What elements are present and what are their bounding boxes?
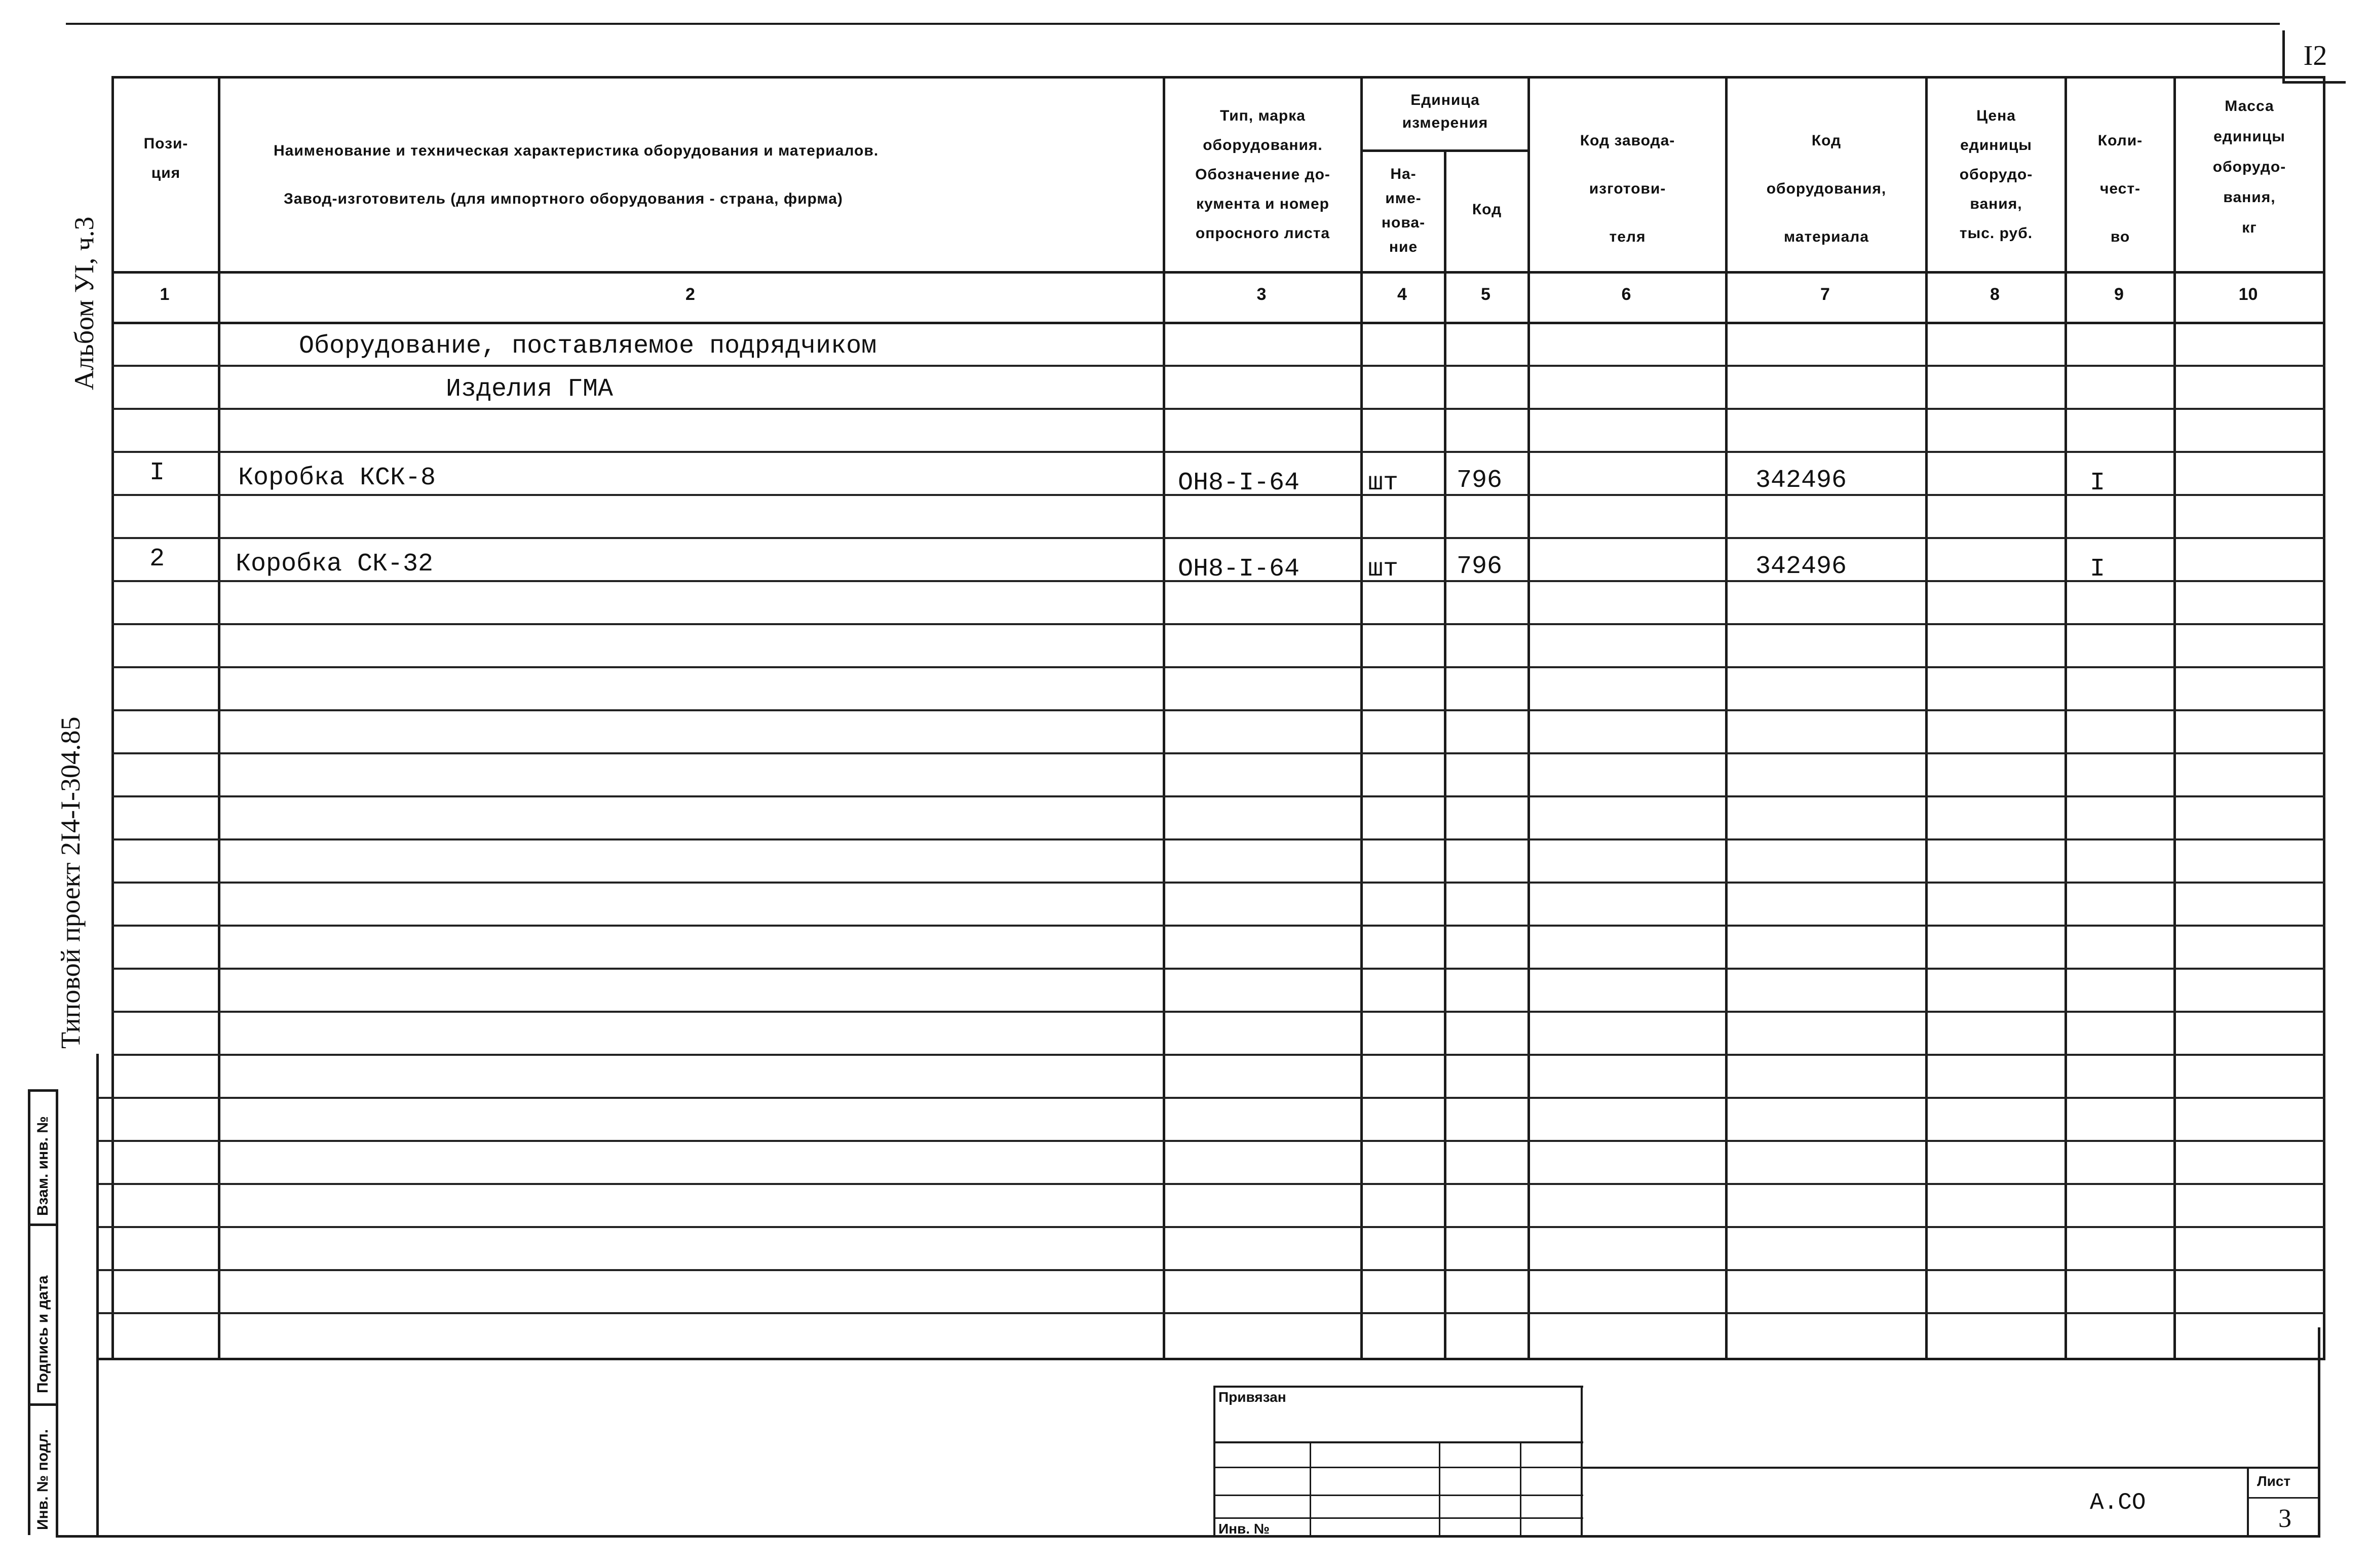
- subsection-title: Изделия ГМА: [446, 375, 614, 404]
- row-equip-code: 342496: [1755, 466, 1847, 495]
- sheet-number: 3: [2278, 1504, 2291, 1533]
- album-label: Альбом УI, ч.3: [69, 216, 99, 390]
- doc-code: А.СО: [2090, 1489, 2146, 1516]
- row-unit-code: 796: [1457, 466, 1503, 495]
- col-number-7: 7: [1820, 285, 1830, 304]
- row-position: 2: [149, 545, 165, 573]
- privyazan-label: Привязан: [1218, 1389, 1286, 1405]
- header-col7: Код оборудования, материала: [1766, 132, 1887, 245]
- header-col5: Код: [1472, 201, 1502, 218]
- inv-no-label: Инв. №: [1218, 1521, 1270, 1537]
- col-number-5: 5: [1481, 285, 1490, 304]
- col-number-9: 9: [2114, 285, 2124, 304]
- header-col4: На- име- нова- ние: [1381, 166, 1426, 255]
- section-title: Оборудование, поставляемое подрядчиком: [299, 332, 877, 361]
- row-unit: шт: [1368, 469, 1399, 498]
- row-unit: шт: [1368, 555, 1399, 584]
- header-col3: Тип, марка оборудования. Обозначение до- кумента и номер опросного листа: [1195, 107, 1330, 242]
- header-col1: Пози- ция: [143, 135, 188, 181]
- stamp-inv-podl: Инв. № подл.: [34, 1429, 51, 1530]
- row-type: ОН8-I-64: [1178, 555, 1300, 584]
- stamp-vzam-inv: Взам. инв. №: [34, 1116, 51, 1216]
- stamp-podpis-data: Подпись и дата: [34, 1275, 51, 1393]
- row-position: I: [149, 458, 165, 487]
- sheet-label: Лист: [2257, 1473, 2291, 1489]
- col-number-3: 3: [1256, 285, 1267, 304]
- row-qty: I: [2090, 555, 2106, 584]
- header-unit-group: Единица измерения: [1402, 92, 1488, 131]
- header-col10: Масса единицы оборудо- вания, кг: [2212, 98, 2286, 236]
- row-name: Коробка СК-32: [236, 550, 434, 579]
- row-name: Коробка КСК-8: [238, 464, 436, 492]
- row-unit-code: 796: [1457, 552, 1503, 581]
- col-number-4: 4: [1397, 285, 1407, 304]
- project-label: Типовой проект 2I4-I-304.85: [55, 716, 86, 1049]
- col-number-6: 6: [1621, 285, 1631, 304]
- row-type: ОН8-I-64: [1178, 469, 1300, 498]
- header-col9: Коли- чест- во: [2097, 132, 2143, 245]
- row-qty: I: [2090, 469, 2106, 498]
- col-number-10: 10: [2238, 285, 2258, 304]
- header-col2: Наименование и техническая характеристика оборудования и материалов. Завод-изготовитель (для импортного оборудования - страна, фирма): [274, 142, 879, 207]
- col-number-1: 1: [160, 285, 170, 304]
- header-col8: Цена единицы оборудо- вания, тыс. руб.: [1959, 107, 2033, 242]
- row-equip-code: 342496: [1755, 552, 1847, 581]
- col-number-8: 8: [1990, 285, 2000, 304]
- header-col6: Код завода- изготови- теля: [1580, 132, 1675, 245]
- col-number-2: 2: [685, 285, 695, 304]
- page-number: I2: [2303, 40, 2327, 71]
